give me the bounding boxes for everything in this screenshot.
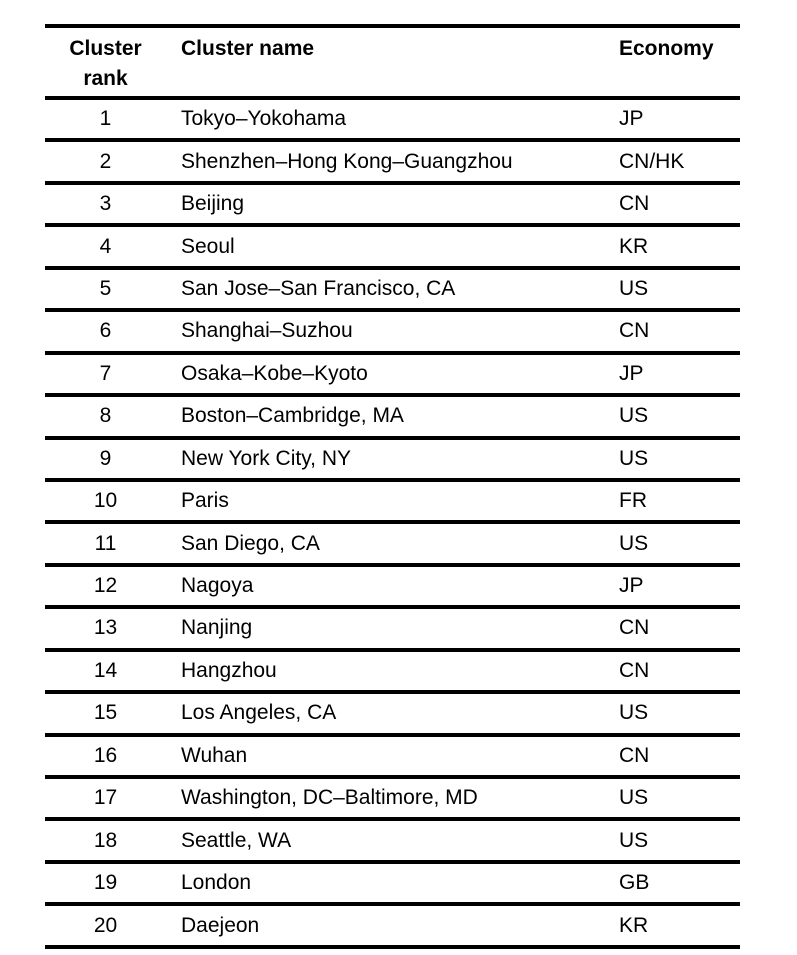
cell-economy: US (619, 531, 649, 555)
cell-economy: GB (619, 871, 650, 895)
cluster-ranking-table (45, 24, 740, 949)
cluster-ranking-table-container (45, 24, 740, 949)
table-row (45, 692, 740, 734)
cell-cluster-rank: 7 (99, 361, 112, 385)
cell-economy: JP (619, 574, 644, 598)
table-row (45, 650, 740, 692)
cell-cluster-rank: 19 (93, 871, 118, 895)
cell-economy: US (619, 404, 649, 428)
table-row (45, 183, 740, 225)
table-row (45, 310, 740, 352)
cell-cluster-name: Shanghai–Suzhou (181, 319, 353, 343)
cell-cluster-rank: 3 (99, 192, 112, 216)
cell-cluster-name: Osaka–Kobe–Kyoto (181, 361, 368, 385)
header-cluster-name: Cluster name (181, 37, 315, 60)
cell-cluster-name: London (181, 871, 252, 895)
table-row (45, 777, 740, 819)
cell-cluster-name: Nanjing (181, 616, 253, 640)
cell-cluster-name: Daejeon (181, 913, 260, 937)
cell-cluster-name: Tokyo–Yokohama (181, 107, 347, 131)
cell-cluster-name: Boston–Cambridge, MA (181, 404, 404, 428)
cell-economy: US (619, 276, 649, 300)
table-header (45, 26, 740, 98)
cell-cluster-rank: 20 (93, 913, 118, 937)
cell-economy: CN (619, 616, 650, 640)
cell-cluster-rank: 2 (99, 149, 112, 173)
table-row (45, 438, 740, 480)
cell-cluster-name: Hangzhou (181, 658, 277, 682)
table-row (45, 268, 740, 310)
cell-cluster-name: Wuhan (181, 743, 248, 767)
cell-cluster-rank: 13 (93, 616, 118, 640)
table-row (45, 862, 740, 904)
cell-economy: US (619, 446, 649, 470)
cell-cluster-rank: 9 (99, 446, 112, 470)
cell-cluster-name: San Jose–San Francisco, CA (181, 276, 456, 300)
table-row (45, 225, 740, 267)
cell-cluster-rank: 10 (93, 489, 118, 513)
table-row (45, 98, 740, 140)
cell-economy: KR (619, 234, 649, 258)
table-row (45, 353, 740, 395)
cell-cluster-name: Beijing (181, 192, 245, 216)
cell-cluster-name: Nagoya (181, 574, 254, 598)
cell-cluster-rank: 16 (93, 743, 118, 767)
cell-economy: JP (619, 361, 644, 385)
cell-economy: CN (619, 658, 650, 682)
cell-economy: CN (619, 192, 650, 216)
cell-economy: CN (619, 743, 650, 767)
cell-cluster-rank: 5 (99, 276, 112, 300)
table-row (45, 140, 740, 182)
cell-cluster-name: Shenzhen–Hong Kong–Guangzhou (181, 149, 513, 173)
table-row (45, 904, 740, 946)
cell-economy: US (619, 701, 649, 725)
cell-cluster-name: Los Angeles, CA (181, 701, 337, 725)
cell-cluster-name: Seattle, WA (181, 828, 292, 852)
cell-cluster-rank: 18 (93, 828, 118, 852)
cell-cluster-rank: 4 (99, 234, 112, 258)
cell-economy: FR (619, 489, 647, 513)
table-row (45, 522, 740, 564)
cell-cluster-rank: 11 (94, 531, 117, 555)
cell-economy: CN (619, 319, 650, 343)
cell-economy: JP (619, 107, 644, 131)
header-cluster-rank-line1: Cluster (69, 37, 142, 60)
header-economy: Economy (619, 37, 714, 60)
table-row (45, 480, 740, 522)
header-cluster-rank (45, 26, 166, 98)
cell-cluster-rank: 17 (93, 786, 118, 810)
cell-cluster-name: Washington, DC–Baltimore, MD (181, 786, 478, 810)
cell-cluster-rank: 12 (93, 574, 118, 598)
table-row (45, 819, 740, 861)
cell-economy: KR (619, 913, 649, 937)
table-body (45, 98, 740, 947)
cell-cluster-rank: 1 (99, 107, 112, 131)
cell-cluster-name: San Diego, CA (181, 531, 320, 555)
header-row (45, 26, 740, 98)
table-row (45, 395, 740, 437)
cell-cluster-rank: 6 (99, 319, 112, 343)
cell-cluster-rank: 15 (93, 701, 118, 725)
cell-cluster-name: New York City, NY (181, 446, 351, 470)
table-row (45, 735, 740, 777)
cell-economy: US (619, 786, 649, 810)
cell-cluster-name: Paris (181, 489, 229, 513)
cell-cluster-rank: 8 (99, 404, 112, 428)
header-cluster-rank-line2: rank (83, 67, 128, 90)
table-row (45, 607, 740, 649)
table-row (45, 565, 740, 607)
cell-cluster-name: Seoul (181, 234, 235, 258)
cell-economy: CN/HK (619, 149, 685, 173)
cell-cluster-rank: 14 (93, 658, 118, 682)
cell-economy: US (619, 828, 649, 852)
